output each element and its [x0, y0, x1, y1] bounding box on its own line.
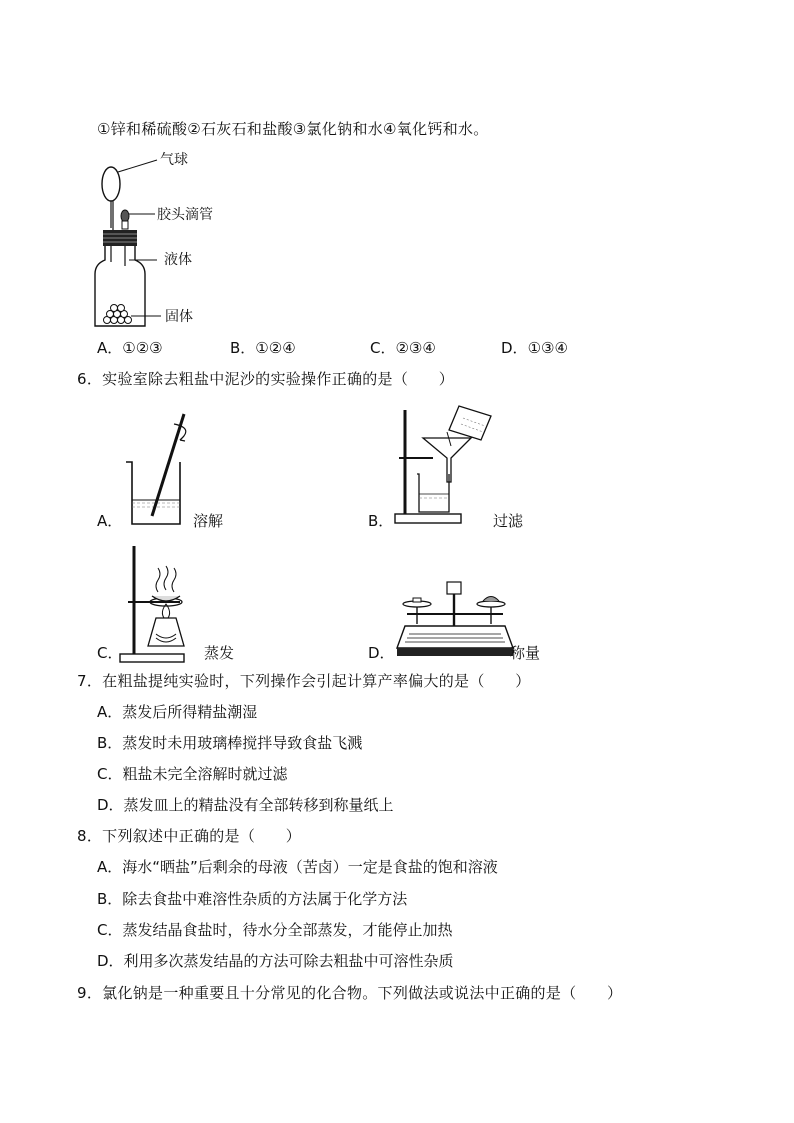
q6-option-a-caption: 溶解	[193, 512, 224, 530]
q5-option-b[interactable]: B．①②④	[230, 339, 296, 357]
q5-option-a[interactable]: A．①②③	[97, 339, 163, 357]
balloon-label: 气球	[160, 152, 188, 168]
q6-stem: 6．实验室除去粗盐中泥沙的实验操作正确的是（ ）	[77, 370, 455, 388]
filtration-setup-icon	[393, 402, 508, 527]
q7-stem: 7．在粗盐提纯实验时，下列操作会引起计算产率偏大的是（ ）	[77, 672, 531, 690]
q6-option-d-caption: 称量	[510, 644, 541, 662]
q9-stem: 9．氯化钠是一种重要且十分常见的化合物。下列做法或说法中正确的是（ ）	[77, 984, 623, 1002]
q6-option-b-letter[interactable]: B．	[368, 512, 394, 530]
q6-option-a-letter[interactable]: A．	[97, 512, 123, 530]
q8-option-a[interactable]: A．海水“晒盐”后剩余的母液（苦卤）一定是食盐的饱和溶液	[97, 858, 498, 876]
dropper-label: 胶头滴管	[157, 207, 213, 223]
dissolve-beaker-icon	[122, 410, 202, 530]
q7-option-c[interactable]: C．粗盐未完全溶解时就过滤	[97, 765, 288, 783]
q6-option-d-letter[interactable]: D．	[368, 644, 395, 662]
q8-option-b[interactable]: B．除去食盐中难溶性杂质的方法属于化学方法	[97, 890, 408, 908]
q8-stem: 8．下列叙述中正确的是（ ）	[77, 827, 302, 845]
solid-label: 固体	[165, 309, 193, 325]
q5-option-c[interactable]: C．②③④	[370, 339, 436, 357]
q7-option-d[interactable]: D．蒸发皿上的精盐没有全部转移到称量纸上	[97, 796, 394, 814]
intro-line: ①锌和稀硫酸②石灰石和盐酸③氯化钠和水④氧化钙和水。	[97, 120, 489, 138]
q8-option-d[interactable]: D．利用多次蒸发结晶的方法可除去粗盐中可溶性杂质	[97, 952, 454, 970]
evaporation-setup-icon	[118, 542, 208, 667]
q6-option-b-caption: 过滤	[493, 512, 524, 530]
q5-option-d[interactable]: D．①③④	[501, 339, 568, 357]
q7-option-b[interactable]: B．蒸发时未用玻璃棒搅拌导致食盐飞溅	[97, 734, 363, 752]
q8-option-c[interactable]: C．蒸发结晶食盐时，待水分全部蒸发，才能停止加热	[97, 921, 453, 939]
flask-balloon-apparatus-icon	[85, 150, 225, 335]
q6-option-c-letter[interactable]: C．	[97, 644, 123, 662]
q6-option-c-caption: 蒸发	[204, 644, 235, 662]
balance-scale-icon	[395, 576, 515, 661]
liquid-label: 液体	[164, 252, 192, 268]
q7-option-a[interactable]: A．蒸发后所得精盐潮湿	[97, 703, 258, 721]
